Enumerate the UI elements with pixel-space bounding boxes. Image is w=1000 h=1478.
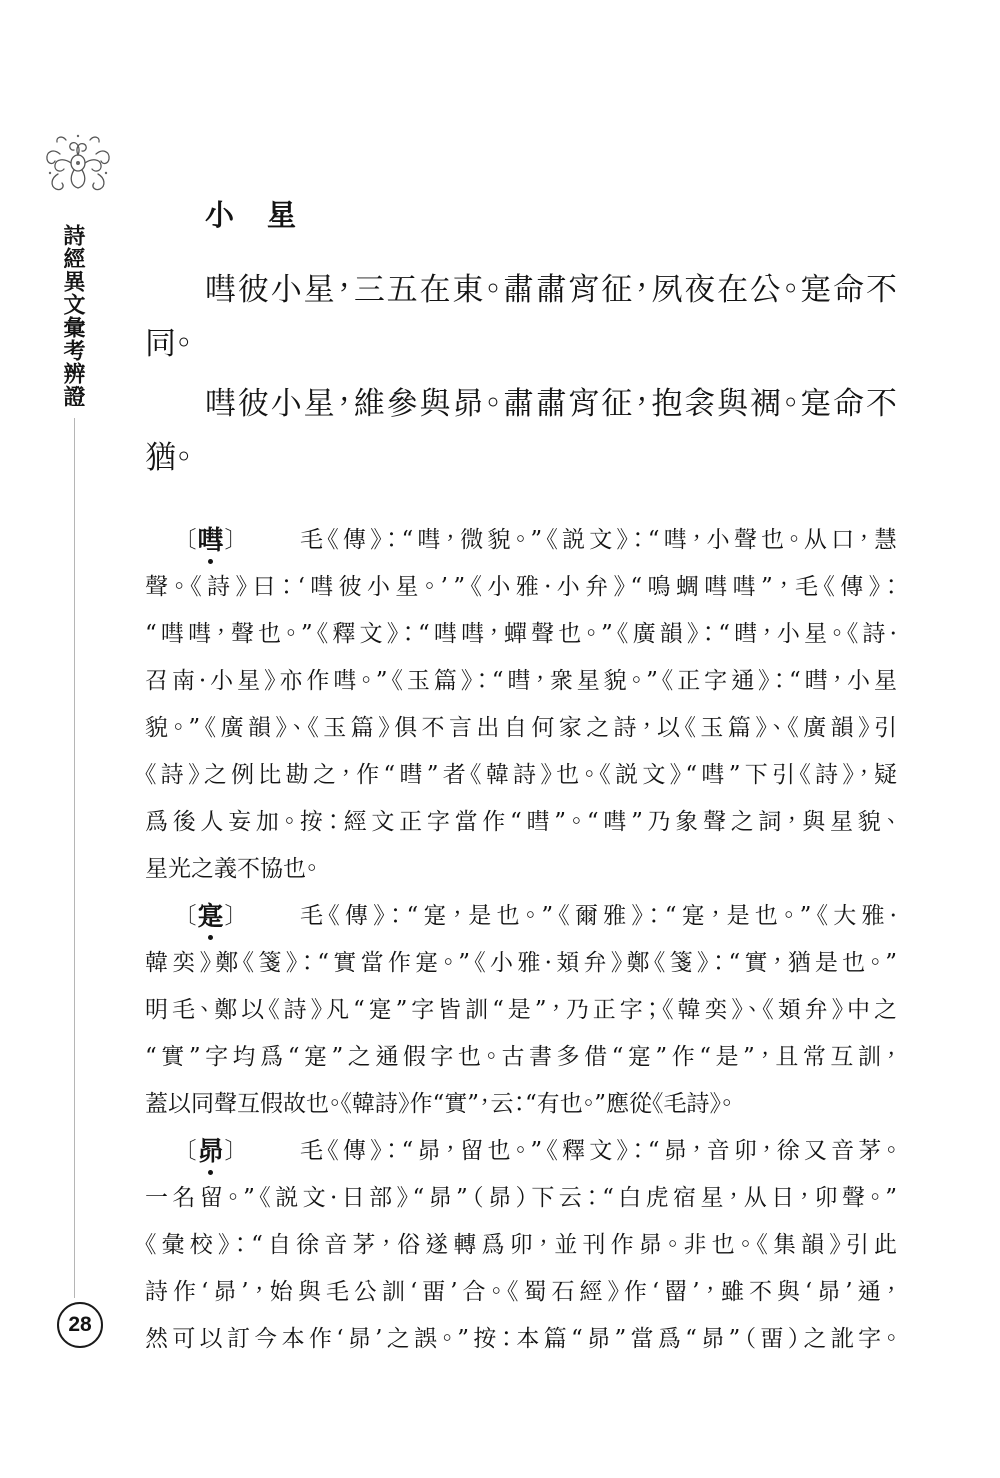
bracket-open: 〔 [185,1138,197,1164]
poem-line [205,263,897,317]
note-line-text: 一名留。”《説文·日部》“昴”（昴）下云：“白虎宿星，从日，卯聲。” [145,1185,902,1211]
note-term: 寔 [197,901,224,932]
bracket-close: 〕 [224,903,237,929]
running-book-title: 詩經異文彙考辨證 [60,224,86,408]
note-term-heading [145,893,300,940]
poem-line [145,317,897,371]
note-line-text: 蓋以同聲互假故也。《韓詩》作“實”，云：“有也。”應從《毛詩》。 [145,1091,733,1117]
note-line [300,893,903,940]
note-line [145,564,903,611]
note-line-text: “嘒嘒，聲也。”《釋文》：“嘒嘒，蟬聲也。”《廣韻》：“暳，小星。《詩· [145,621,902,647]
note-term-heading [145,517,300,564]
note-line-text: 聲。《詩》曰：‘嘒彼小星。’”《小雅·小弁》“鳴蜩嘒嘒”，毛《傳》： [145,574,903,600]
note-line-text: 貌。”《廣韻》、《玉篇》俱不言出自何家之詩，以《玉篇》、《廣韻》引 [145,715,902,741]
poem-stanza-1 [145,263,897,371]
note-line [145,705,902,752]
poem-line-text: 嘒彼小星，三五在東。肅肅宵征，夙夜在公。寔命不 [205,272,899,308]
note-term: 嘒 [197,525,224,556]
note-line [145,1269,902,1316]
note-line-text: 詩作‘昴’，始與毛公訓‘畱’合。《蜀石經》作‘罶’，雖不與‘昴’通， [145,1279,902,1305]
note-line [145,1316,902,1363]
note-line-text: 《彙校》：“自徐音茅，俗遂轉爲卯，並刊作昴。非也。《集韻》引此 [145,1232,903,1258]
note-line [145,752,902,799]
poem-line-text: 嘒彼小星，維參與昴。肅肅宵征，抱衾與裯。寔命不 [205,386,899,422]
bracket-close: 〕 [224,1138,237,1164]
note-line-text: 《詩》之例比勘之，作“暳”者《韓詩》也。《説文》“嘒”下引《詩》，疑 [145,762,902,788]
note-line [300,1128,902,1175]
poem-line-text: 猶。 [145,440,192,476]
bracket-close: 〕 [224,527,237,553]
margin-rule [74,418,75,1298]
note-line-text: 然可以訂今本作‘昴’之誤。”按：本篇“昴”當爲“昴”（畱）之訛字。 [145,1326,902,1352]
bracket-open: 〔 [185,903,197,929]
note-line-text: 毛《傳》：“嘒，微貌。”《説文》：“嘒，小聲也。从口，慧 [300,527,902,553]
note-first-line [145,517,902,564]
floral-ornament-icon [38,128,118,198]
note-line [145,846,897,893]
bracket-open: 〔 [185,527,197,553]
page-number-badge [57,1302,103,1348]
note-first-line [145,1128,902,1175]
poem-stanza-2 [145,377,897,485]
note-term-heading [145,1128,300,1175]
note-line [145,799,902,846]
note-line-text: 毛《傳》：“昴，留也。”《釋文》：“昴，音卯，徐又音茅。 [300,1138,902,1164]
note-line-text: 毛《傳》：“寔，是也。”《爾雅》：“寔，是也。”《大雅· [300,903,903,929]
poem-line [205,377,897,431]
note-line [145,1081,897,1128]
note-line-text: 召南·小星》亦作嘒。”《玉篇》：“暳，衆星貌。”《正字通》：“暳，小星 [145,668,901,694]
note-line [145,611,902,658]
note-line-text: 爲後人妄加。按：經文正字當作“暳”。“嘒”乃象聲之詞，與星貌、 [145,809,902,835]
note-line [145,987,901,1034]
note-line [300,517,902,564]
note-first-line [145,893,903,940]
poem-line [145,431,897,485]
poem-text [145,263,897,485]
note-line [145,1175,902,1222]
note-line-text: “實”字均爲“寔”之通假字也。古書多借“寔”作“是”，且常互訓， [145,1044,902,1070]
poem-line-text: 同。 [145,326,192,362]
page-number: 28 [68,1313,92,1336]
note-term: 昴 [197,1136,224,1167]
commentary [145,517,903,1363]
note-line [145,1222,903,1269]
note-line [145,940,902,987]
note-line-text: 韓奕》鄭《箋》：“實當作寔。”《小雅·頍弁》鄭《箋》：“實，猶是也。” [145,950,902,976]
note-line-text: 明毛、鄭以《詩》凡“寔”字皆訓“是”，乃正字；《韓奕》、《頍弁》中之 [145,997,901,1023]
note-line [145,658,901,705]
note-line-text: 星光之義不協也。 [145,856,318,882]
section-title: 小星 [205,198,330,232]
note-line [145,1034,902,1081]
